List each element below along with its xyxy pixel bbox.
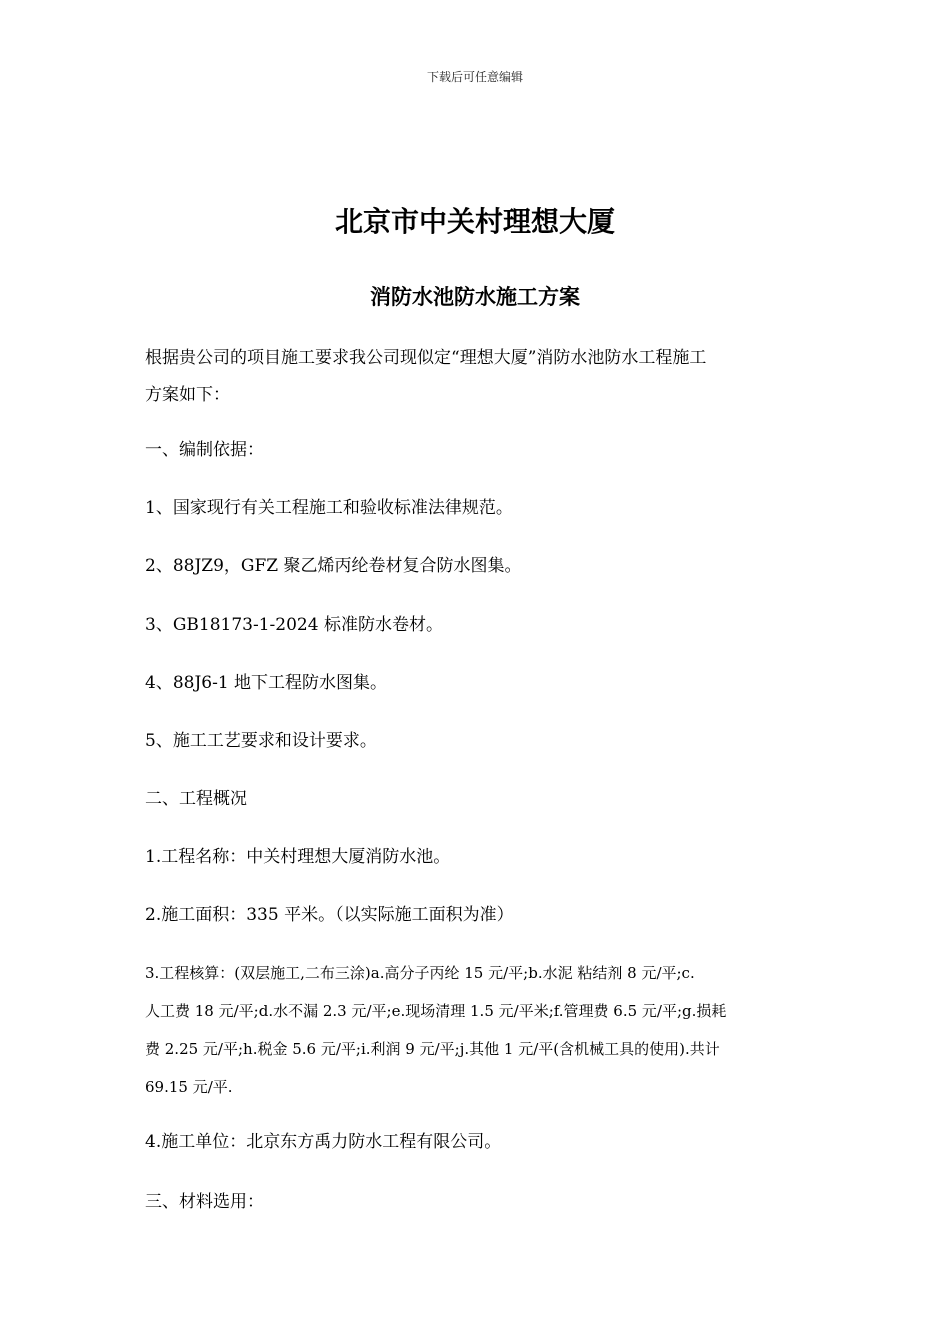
intro-paragraph	[145, 340, 805, 414]
intro-line-2: 方案如下：	[145, 385, 230, 405]
cost-line-4: 69.15 元/平.	[145, 1078, 233, 1096]
section2-item-2: 2.施工面积：335 平米。（以实际施工面积为准）	[145, 905, 514, 925]
intro-line-1: 根据贵公司的项目施工要求我公司现似定“理想大厦”消防水池防水工程施工	[145, 348, 707, 368]
section2-heading: 二、工程概况	[145, 789, 247, 809]
cost-line-2: 人工费 18 元/平;d.水不漏 2.3 元/平;e.现场清理 1.5 元/平米;f.管理费 6.5 元/平;g.损耗	[145, 1002, 727, 1020]
cost-line-3: 费 2.25 元/平;h.税金 5.6 元/平;i.利润 9 元/平;j.其他 1 元/平(含机械工具的使用).共计	[145, 1040, 720, 1058]
document-title: 北京市中关村理想大厦	[334, 205, 615, 238]
document-subtitle: 消防水池防水施工方案	[370, 285, 580, 309]
section2-item-3	[145, 954, 805, 1106]
section2-item-4: 4.施工单位：北京东方禹力防水工程有限公司。	[145, 1132, 502, 1152]
section1-item-4: 4、88J6-1 地下工程防水图集。	[145, 673, 388, 693]
section1-heading: 一、编制依据：	[145, 440, 264, 460]
section1-item-3: 3、GB18173-1-2024 标准防水卷材。	[145, 615, 443, 635]
page-header-note: 下载后可任意编辑	[426, 70, 523, 84]
section2-item-1: 1.工程名称：中关村理想大厦消防水池。	[145, 847, 451, 867]
section1-item-2: 2、88JZ9，GFZ 聚乙烯丙纶卷材复合防水图集。	[145, 556, 522, 576]
section3-heading: 三、材料选用：	[145, 1192, 264, 1212]
cost-line-1: 3.工程核算：(双层施工,二布三涂)a.高分子丙纶 15 元/平;b.水泥 粘结剂 8 元/平;c.	[145, 964, 695, 982]
section1-item-5: 5、施工工艺要求和设计要求。	[145, 731, 377, 751]
section1-item-1: 1、国家现行有关工程施工和验收标准法律规范。	[145, 498, 513, 518]
